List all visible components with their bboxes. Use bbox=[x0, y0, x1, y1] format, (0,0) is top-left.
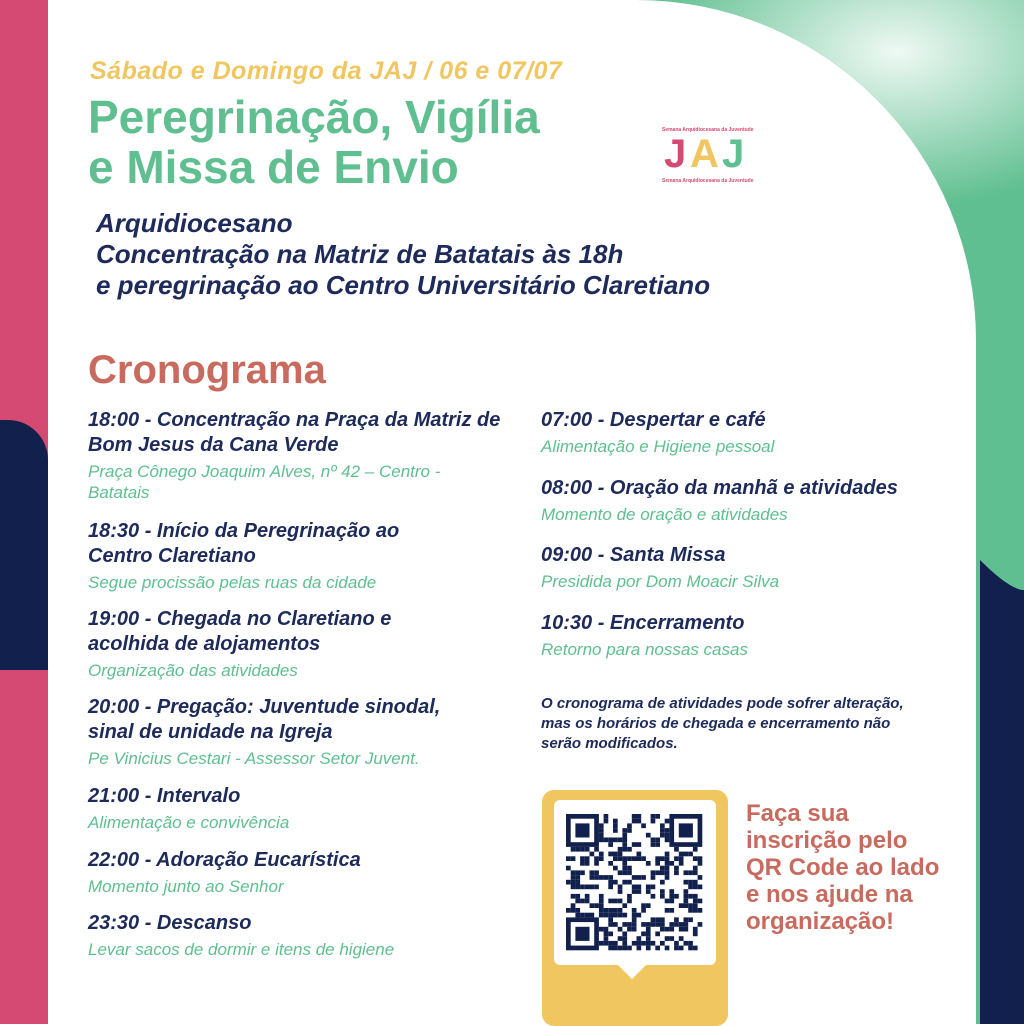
schedule-item-desc: Segue procissão pelas ruas da cidade bbox=[88, 573, 377, 592]
event-subtitle: Sábado e Domingo da JAJ / 06 e 07/07 bbox=[90, 57, 563, 85]
schedule-item-title: 21:00 - Intervalo bbox=[88, 785, 241, 807]
qr-code-icon[interactable] bbox=[554, 800, 716, 965]
schedule-item-title: 22:00 - Adoração Eucarística bbox=[88, 849, 361, 871]
schedule-item bbox=[541, 408, 961, 457]
svg-text:A: A bbox=[690, 133, 719, 173]
schedule-item-title: 19:00 - Chegada no Claretiano e acolhida de alojamentos bbox=[88, 608, 392, 655]
schedule-item bbox=[88, 911, 508, 960]
schedule-heading: Cronograma bbox=[88, 348, 326, 392]
schedule-item bbox=[541, 611, 961, 660]
schedule-item-title: 18:00 - Concentração na Praça da Matriz de Bom Jesus da Cana Verde bbox=[88, 409, 501, 456]
intro-line-1: Arquidiocesano bbox=[96, 208, 293, 238]
schedule-item-desc: Momento de oração e atividades bbox=[541, 505, 788, 524]
registration-call-to-action: Faça sua inscrição pelo QR Code ao lado e nos ajude na organização! bbox=[746, 800, 940, 935]
schedule-item-title: 18:30 - Início da Peregrinação ao Centro Claretiano bbox=[88, 520, 400, 567]
schedule-item-desc: Retorno para nossas casas bbox=[541, 640, 748, 659]
qr-pointer bbox=[618, 965, 646, 979]
intro-line-2: Concentração na Matriz de Batatais às 18h bbox=[96, 239, 624, 269]
left-navy-shape bbox=[0, 420, 48, 670]
schedule-item bbox=[88, 848, 508, 897]
event-title bbox=[88, 92, 540, 192]
title-line-2: e Missa de Envio bbox=[88, 141, 459, 193]
schedule-note: O cronograma de atividades pode sofrer alteração, mas os horários de chegada e encerramento não serão modificados. bbox=[541, 695, 904, 752]
qr-code-container[interactable] bbox=[554, 800, 716, 965]
schedule-item-title: 09:00 - Santa Missa bbox=[541, 544, 726, 566]
schedule-item bbox=[88, 607, 508, 681]
jaj-logo bbox=[662, 127, 754, 184]
title-line-1: Peregrinação, Vigília bbox=[88, 91, 540, 143]
schedule-item-title: 23:30 - Descanso bbox=[88, 912, 252, 934]
schedule-item-desc: Praça Cônego Joaquim Alves, nº 42 – Centro - Batatais bbox=[88, 462, 441, 502]
schedule-item-desc: Alimentação e convivência bbox=[88, 813, 290, 832]
schedule-item-title: 20:00 - Pregação: Juventude sinodal, sinal de unidade na Igreja bbox=[88, 696, 441, 743]
schedule-item bbox=[88, 784, 508, 833]
schedule-item-desc: Levar sacos de dormir e itens de higiene bbox=[88, 940, 395, 959]
schedule-item bbox=[541, 476, 961, 525]
schedule-item-title: 10:30 - Encerramento bbox=[541, 612, 745, 634]
schedule-item bbox=[88, 408, 508, 503]
jaj-logo-mark bbox=[662, 133, 754, 173]
schedule-item-desc: Pe Vinicius Cestari - Assessor Setor Juvent. bbox=[88, 749, 420, 768]
logo-top-text: Semana Arquidiocesana da Juventude bbox=[662, 127, 754, 133]
schedule-item-desc: Alimentação e Higiene pessoal bbox=[541, 437, 775, 456]
schedule-item-desc: Organização das atividades bbox=[88, 661, 298, 680]
svg-text:J: J bbox=[664, 133, 687, 173]
intro-line-3: e peregrinação ao Centro Universitário Claretiano bbox=[96, 270, 711, 300]
schedule-item-desc: Presidida por Dom Moacir Silva bbox=[541, 572, 780, 591]
schedule-item bbox=[88, 519, 508, 593]
schedule-item bbox=[541, 543, 961, 592]
schedule-item-title: 08:00 - Oração da manhã e atividades bbox=[541, 477, 898, 499]
svg-text:J: J bbox=[722, 133, 745, 173]
logo-bottom-text: Semana Arquidiocesana da Juventude bbox=[662, 178, 754, 184]
schedule-item-desc: Momento junto ao Senhor bbox=[88, 877, 284, 896]
schedule-item-title: 07:00 - Despertar e café bbox=[541, 409, 766, 431]
intro-text bbox=[96, 208, 710, 301]
schedule-item bbox=[88, 695, 508, 769]
